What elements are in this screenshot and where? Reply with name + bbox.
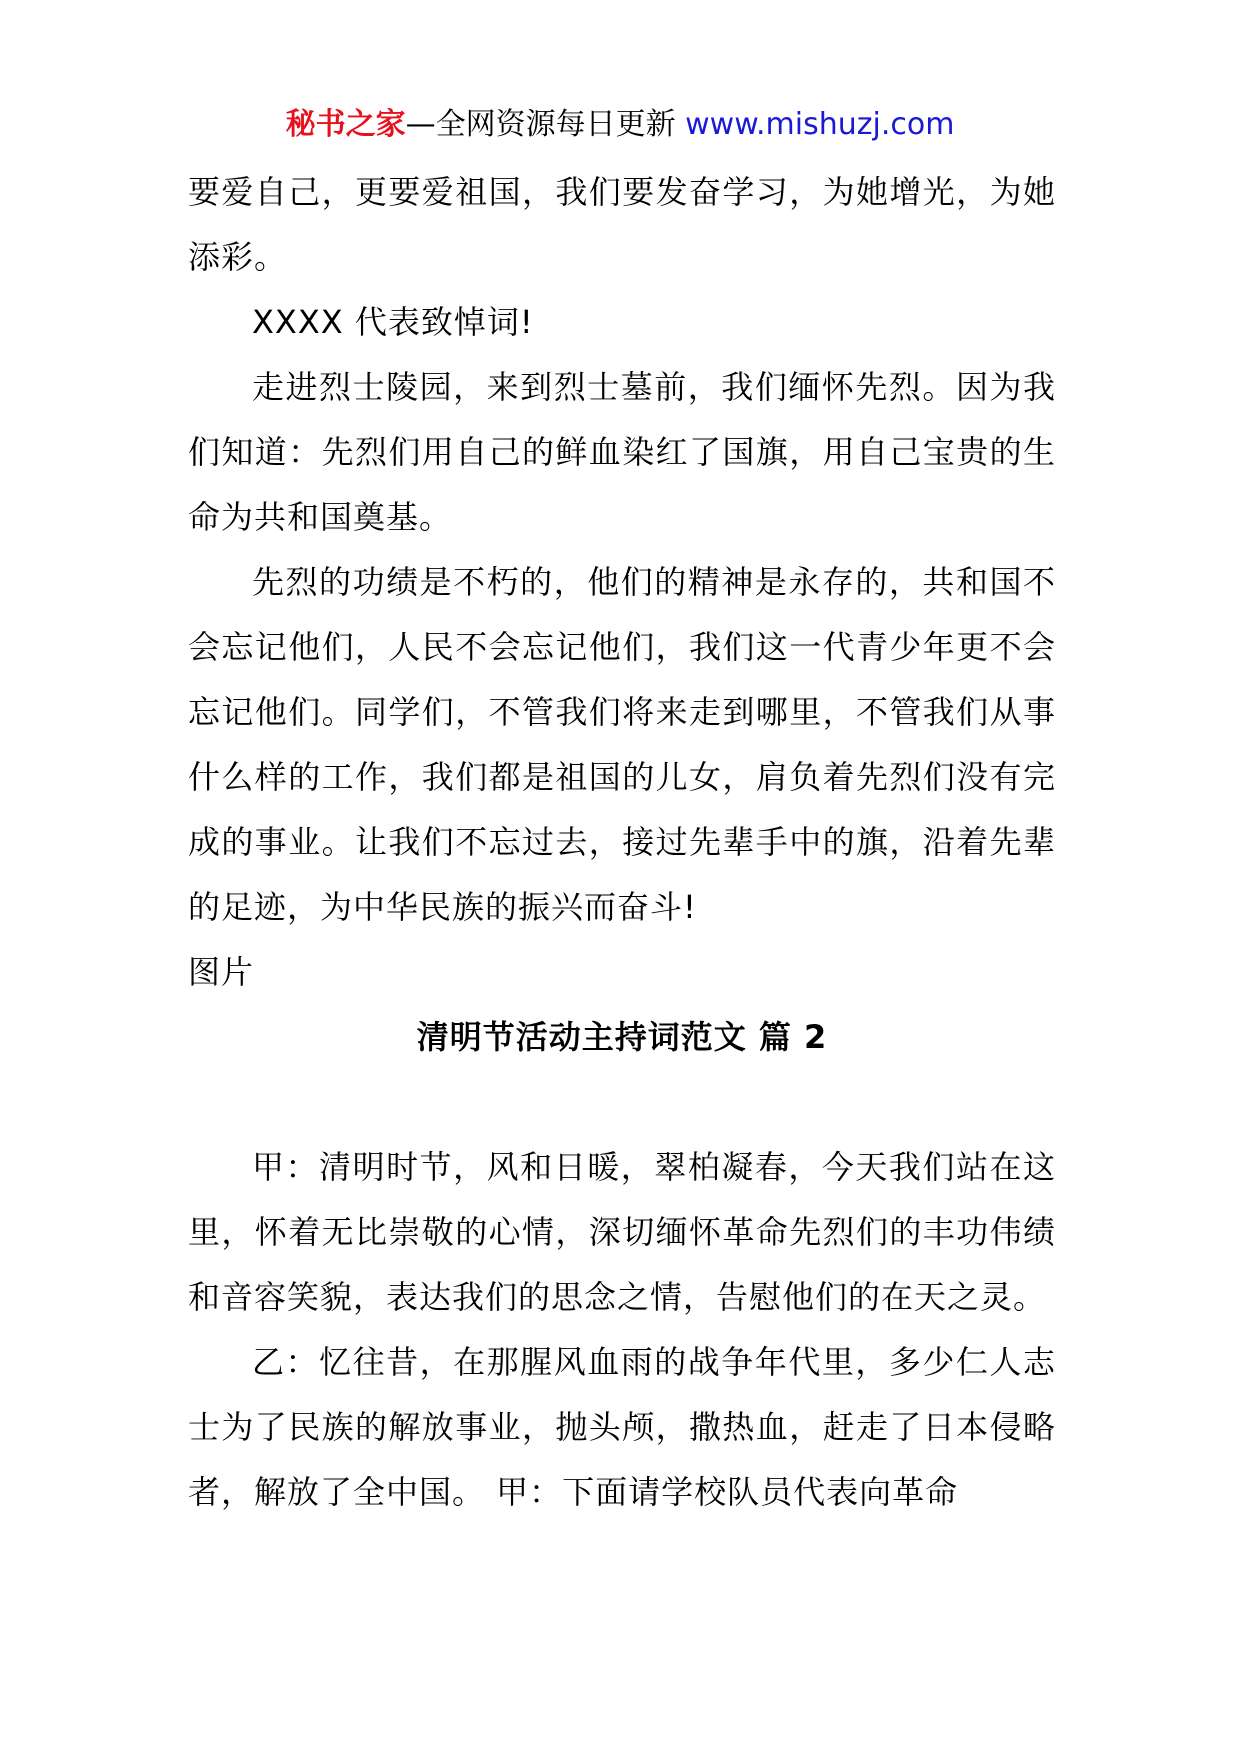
image-caption: 图片 — [188, 953, 255, 991]
document-body — [188, 160, 1056, 1525]
paragraph-martyrs: 先烈的功绩是不朽的，他们的精神是永存的，共和国不会忘记他们，人民不会忘记他们，我们这一代青少年更不会忘记他们。同学们，不管我们将来走到哪里，不管我们从事什么样的工作，我们都是祖国的儿女，肩负着先烈们没有完成的事业。让我们不忘过去，接过先辈手中的旗，沿着先辈的足迹，为中华民族的振兴而奋斗! — [188, 563, 1056, 926]
paragraph-cemetery: 走进烈士陵园，来到烈士墓前，我们缅怀先烈。因为我们知道：先烈们用自己的鲜血染红了国旗，用自己宝贵的生命为共和国奠基。 — [188, 368, 1056, 536]
paragraph-host-b: 乙：忆往昔，在那腥风血雨的战争年代里，多少仁人志士为了民族的解放事业，抛头颅，撒热血，赶走了日本侵略者，解放了全中国。 甲：下面请学校队员代表向革命 — [188, 1343, 1056, 1511]
paragraph-eulogy-heading: XXXX 代表致悼词! — [252, 303, 534, 341]
site-tagline: —全网资源每日更新 — [405, 107, 686, 142]
paragraph-host-a: 甲：清明时节，风和日暖，翠柏凝春，今天我们站在这里，怀着无比崇敬的心情，深切缅怀革命先烈们的丰功伟绩和音容笑貌，表达我们的思念之情，告慰他们的在天之灵。 — [188, 1148, 1056, 1316]
paragraph-continuation: 要爱自己，更要爱祖国，我们要发奋学习，为她增光，为她添彩。 — [188, 173, 1056, 276]
site-brand: 秘书之家 — [285, 107, 406, 142]
section-title: 清明节活动主持词范文 篇 2 — [416, 1018, 828, 1056]
page-header — [0, 100, 1240, 150]
site-url[interactable]: www.mishuzj.com — [685, 107, 955, 142]
